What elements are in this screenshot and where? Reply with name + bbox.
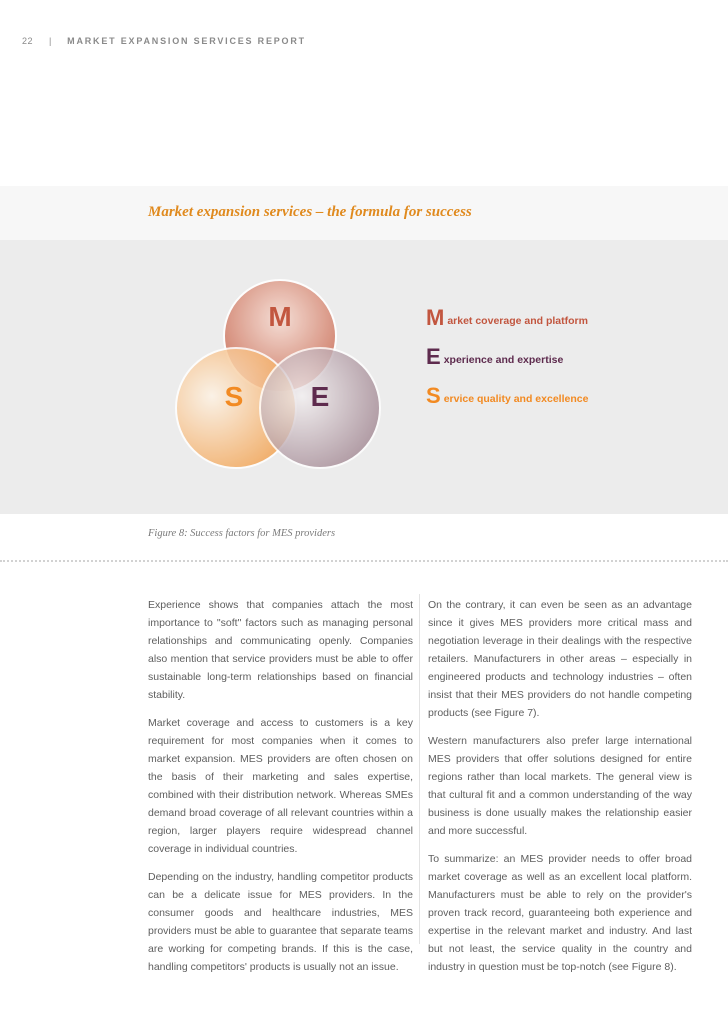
figure-caption: Figure 8: Success factors for MES providers (148, 528, 336, 539)
figure-title: Market expansion services – the formula for success (148, 204, 472, 220)
legend-label: xperience and expertise (443, 354, 564, 366)
paragraph: Market coverage and access to customers is a key requirement for most companies when it comes to market expansion. MES providers are often chosen on the basis of their marketing and sales expertise, combined with their distribution network. Whereas SMEs demand broad coverage of all relevant countries within a region, larger players require widespread channel coverage in individual countries. (148, 717, 413, 855)
paragraph: Western manufacturers also prefer large international MES providers that offer solutions designed for entire regions rather than local markets. The general view is that cultural fit and a common understanding of the way business is done usually makes the relationship easier and more successful. (428, 735, 692, 837)
column-divider (419, 594, 420, 944)
figure-panel (0, 186, 728, 514)
legend-letter: S (426, 383, 441, 408)
paragraph: Experience shows that companies attach the most importance to "soft" factors such as managing personal relationships and communicating openly. Companies also mention that service providers must be able to offer sustainable long-term relationships based on financial stability. (148, 599, 413, 701)
legend-item-m (426, 290, 588, 329)
venn-letter-s: S (224, 381, 244, 412)
body-column-left (148, 596, 413, 986)
legend-letter: E (426, 344, 441, 369)
page-number: 22 (22, 36, 34, 46)
legend-letter: M (426, 305, 445, 330)
legend-item-s (426, 368, 588, 407)
legend-label: ervice quality and excellence (443, 393, 589, 405)
header-separator: | (49, 36, 54, 46)
venn-letter-m: M (268, 301, 292, 332)
mes-legend (426, 290, 588, 407)
report-title: MARKET EXPANSION SERVICES REPORT (67, 36, 306, 46)
legend-label: arket coverage and platform (447, 315, 588, 327)
paragraph: On the contrary, it can even be seen as an advantage since it gives MES providers more critical mass and negotiation leverage in their dealings with the respective retailers. Manufacturers in other areas – especially in engineered products and technology industries – often insist that their MES providers do not handle competing products (see Figure 7). (428, 599, 692, 719)
paragraph: To summarize: an MES provider needs to offer broad market coverage as well as an excellent local platform. Manufacturers must be able to rely on the provider's proven track record, guaranteeing both experience and expertise in the relevant market and industry. And last but not least, the service quality in the country and industry in question must be top-notch (see Figure 8). (428, 853, 692, 973)
venn-letter-e: E (310, 381, 330, 412)
dotted-divider (0, 560, 728, 562)
running-header (22, 36, 306, 46)
venn-diagram (168, 276, 388, 476)
body-column-right (428, 596, 692, 986)
legend-item-e (426, 329, 588, 368)
paragraph: Depending on the industry, handling competitor products can be a delicate issue for MES providers. In the consumer goods and healthcare industries, MES providers must be able to guarantee that separate teams are working for competing brands. If this is the case, handling competitors' products is usually not an issue. (148, 871, 413, 973)
